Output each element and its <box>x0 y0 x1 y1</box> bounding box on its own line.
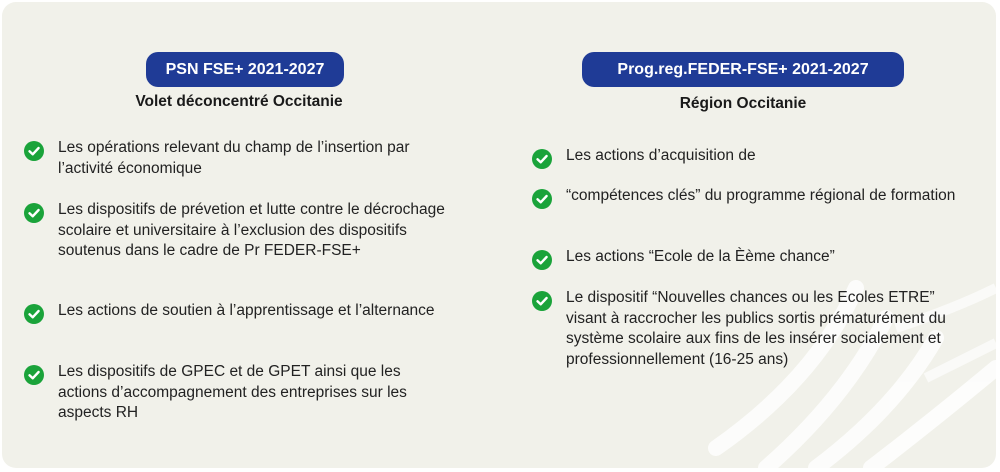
check-circle-icon <box>532 189 552 209</box>
left-program-badge: PSN FSE+ 2021-2027 <box>146 52 344 87</box>
list-item-text: Les actions “Ecole de la Èème chance” <box>566 248 835 265</box>
list-item <box>532 288 972 370</box>
check-circle-icon <box>24 141 44 161</box>
check-circle-icon <box>532 291 552 311</box>
check-circle-icon <box>532 250 552 270</box>
list-item <box>24 138 454 179</box>
check-circle-icon <box>24 304 44 324</box>
list-item-text: Le dispositif “Nouvelles chances ou les Ecoles ETRE” visant à raccrocher les publics sortis prématurément du système scolaire aux fins de les insérer socialement et professionnellement (16-25 ans) <box>566 289 946 368</box>
list-item-text: Les actions d’acquisition de <box>566 147 756 164</box>
list-item <box>24 301 454 324</box>
right-program-badge: Prog.reg.FEDER-FSE+ 2021-2027 <box>582 52 904 87</box>
list-item <box>532 186 972 209</box>
content-card <box>2 2 996 468</box>
left-subtitle: Volet déconcentré Occitanie <box>135 93 343 110</box>
list-item-text: Les actions de soutien à l’apprentissage et l’alternance <box>58 302 435 319</box>
right-subtitle: Région Occitanie <box>679 95 807 112</box>
list-item-text: Les dispositifs de GPEC et de GPET ainsi que les actions d’accompagnement des entreprises sur les aspects RH <box>58 363 407 421</box>
list-item-text: Les dispositifs de prévetion et lutte contre le décrochage scolaire et universitaire à l’exclusion des dispositifs soutenus dans le cadre de Pr FEDER-FSE+ <box>58 201 445 259</box>
check-circle-icon <box>24 365 44 385</box>
list-item <box>24 200 454 262</box>
check-circle-icon <box>24 203 44 223</box>
check-circle-icon <box>532 149 552 169</box>
list-item-text: “compétences clés” du programme régional de formation <box>566 187 956 204</box>
list-item <box>532 247 972 270</box>
list-item <box>532 146 972 169</box>
list-item-text: Les opérations relevant du champ de l’insertion par l’activité économique <box>58 139 410 177</box>
list-item <box>24 362 454 424</box>
